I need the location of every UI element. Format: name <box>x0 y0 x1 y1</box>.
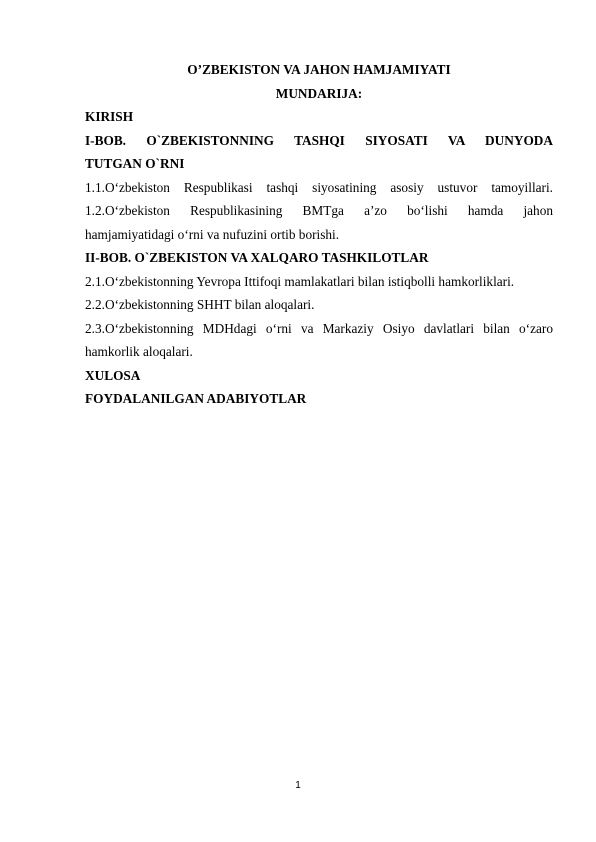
toc-heading: MUNDARIJA: <box>275 85 363 101</box>
toc-item-conclusion: XULOSA <box>85 367 141 383</box>
toc-item-intro: KIRISH <box>85 109 134 124</box>
toc-item-1-2-line-2: hamjamiyatidagi o‘rni va nufuzini ortib borishi. <box>85 226 340 242</box>
toc-item-1-1: 1.1.O‘zbekiston Respublikasi tashqi siyosatining asosiy ustuvor tamoyillari. <box>85 179 553 195</box>
toc-item-2-3-line-2: hamkorlik aloqalari. <box>85 344 193 359</box>
toc-chapter-2: II-BOB. O`ZBEKISTON VA XALQARO TASHKILOTLAR <box>85 250 429 265</box>
toc-item-2-1: 2.1.O‘zbekistonning Yevropa Ittifoqi mamlakatlari bilan istiqbolli hamkorliklari. <box>85 273 515 289</box>
toc-item-references: FOYDALANILGAN ADABIYOTLAR <box>85 391 307 406</box>
toc-item-2-2: 2.2.O‘zbekistonning SHHT bilan aloqalari. <box>85 297 315 312</box>
page-number: 1 <box>295 780 301 791</box>
toc-item-2-3-line-1: 2.3.O‘zbekistonning MDHdagi o‘rni va Markaziy Osiyo davlatlari bilan o‘zaro <box>85 320 553 336</box>
table-of-contents <box>85 58 553 411</box>
toc-item-1-2-line-1: 1.2.O‘zbekiston Respublikasining BMTga a’zo bo‘lishi hamda jahon <box>85 203 553 218</box>
document-title: O’ZBEKISTON VA JAHON HAMJAMIYATI <box>187 62 451 77</box>
toc-chapter-1-line-2: TUTGAN O`RNI <box>85 156 185 171</box>
toc-chapter-1-line-1: I-BOB. O`ZBEKISTONNING TASHQI SIYOSATI VA DUNYODA <box>85 132 553 148</box>
